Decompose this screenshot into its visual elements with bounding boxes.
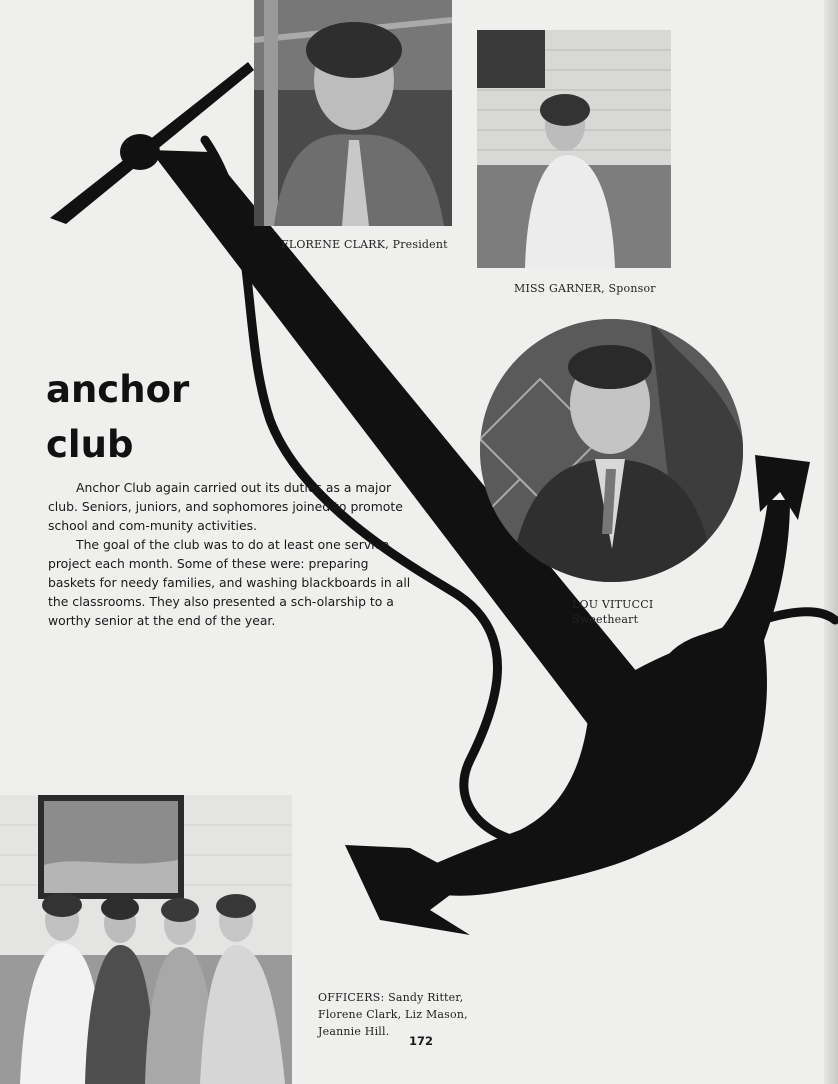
caption-vitucci-name: LOU VITUCCI [572, 598, 654, 611]
photo-officers [0, 795, 292, 1084]
caption-officers-names: Sandy Ritter, Florene Clark, Liz Mason, Jeannie Hill. [318, 991, 468, 1038]
caption-clark-role: President [392, 238, 448, 251]
caption-miss-garner: MISS GARNER, Sponsor [514, 282, 656, 295]
photo-florene-clark [254, 0, 452, 226]
body-paragraph-1: Anchor Club again carried out its duties as a major club. Seniors, juniors, and sophomores joined to promote school and com-munity activities. [48, 480, 403, 533]
page-number: 172 [409, 1034, 434, 1048]
title-line-1: anchor [46, 368, 190, 411]
photo-miss-garner [477, 30, 671, 268]
caption-clark-name: FLORENE CLARK [281, 238, 386, 251]
page-title [46, 362, 189, 472]
caption-garner-name: MISS GARNER [514, 282, 602, 295]
title-line-2: club [46, 423, 134, 466]
caption-vitucci-role: Sweetheart [572, 613, 639, 626]
caption-lou-vitucci [572, 597, 653, 627]
caption-garner-role: Sponsor [608, 282, 656, 295]
caption-florene-clark: FLORENE CLARK, President [281, 238, 448, 251]
caption-officers-label: OFFICERS: [318, 991, 385, 1004]
caption-officers [318, 989, 478, 1040]
body-paragraph-2: The goal of the club was to do at least one service project each month. Some of these were: preparing baskets for needy families, and washing blackboards in all the classrooms. They also presented a sch-olarship to a worthy senior at the end of the year. [48, 537, 411, 628]
anchor-ring [120, 134, 160, 170]
article-body [48, 478, 418, 630]
photo-lou-vitucci [480, 319, 743, 582]
